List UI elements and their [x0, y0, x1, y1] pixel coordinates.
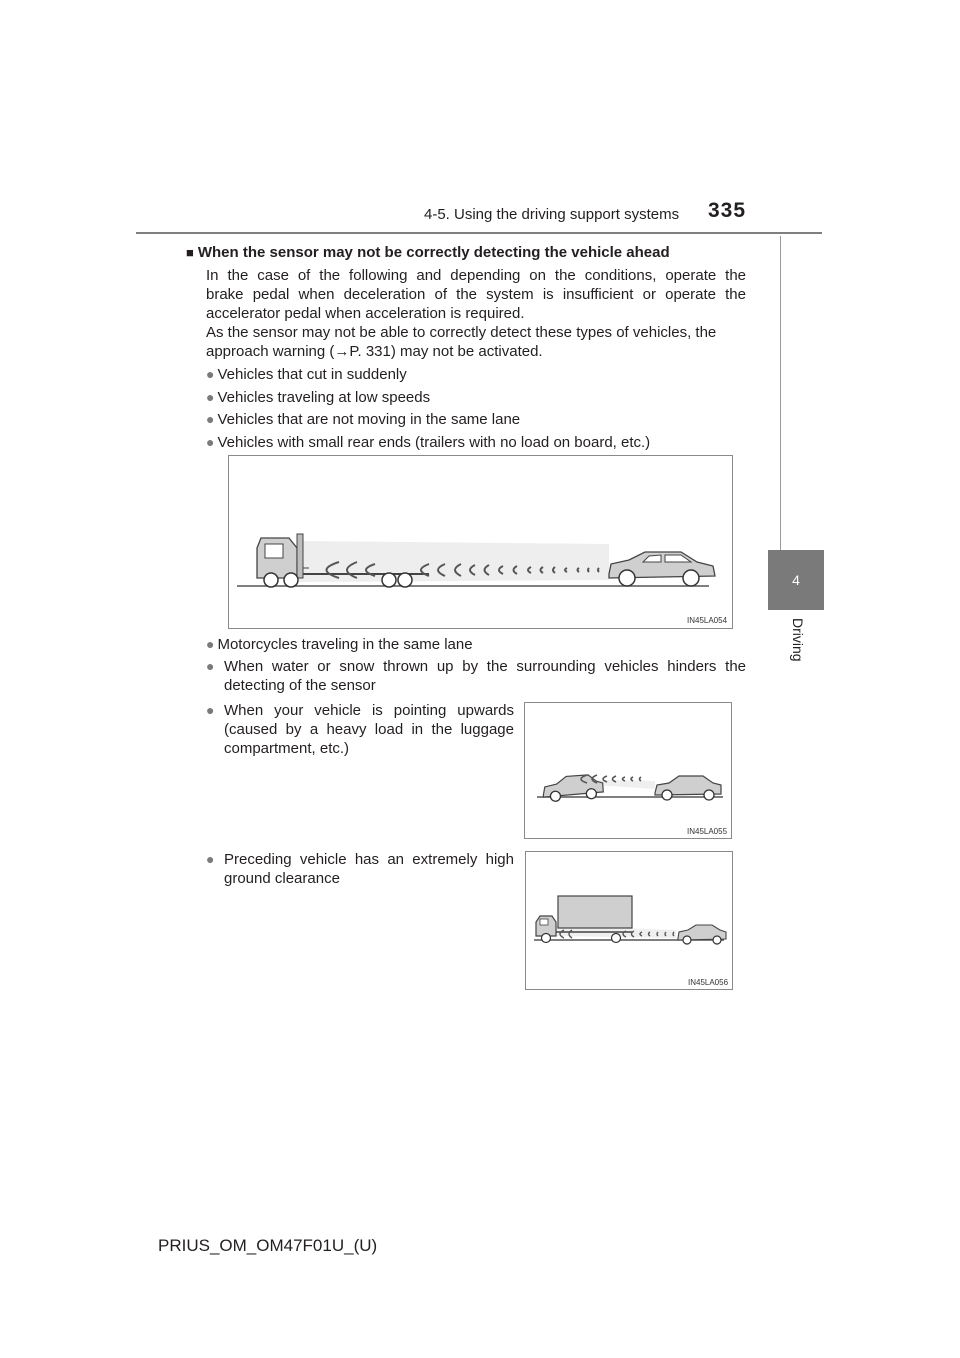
- list-item-text: When water or snow thrown up by the surrounding vehicles hinders the: [224, 658, 746, 675]
- square-bullet-icon: ■: [186, 245, 194, 260]
- section-heading: [186, 244, 670, 261]
- figure-high-clearance: [525, 851, 733, 990]
- list-item: [206, 635, 473, 654]
- list-item-text: Vehicles that cut in suddenly: [217, 366, 407, 383]
- page-number: 335: [708, 199, 747, 222]
- section-heading-text: When the sensor may not be correctly detecting the vehicle ahead: [197, 244, 670, 261]
- list-item-text: Vehicles that are not moving in the same lane: [217, 411, 521, 428]
- document-code: PRIUS_OM_OM47F01U_(U): [158, 1236, 378, 1255]
- figure-code: IN45LA056: [688, 978, 729, 987]
- list-item-text: (caused by a heavy load in the luggage: [224, 721, 514, 738]
- header-section-title: 4-5. Using the driving support systems: [424, 206, 680, 223]
- list-item-text: compartment, etc.): [224, 740, 350, 757]
- figure-pointing-upwards: [524, 702, 732, 839]
- high-clearance-illustration: [526, 852, 732, 989]
- paragraph-line: brake pedal when deceleration of the system is insufficient or operate the: [206, 286, 746, 303]
- list-item-text: Vehicles traveling at low speeds: [217, 389, 431, 406]
- figure-code: IN45LA054: [687, 616, 728, 625]
- list-item: [206, 850, 514, 888]
- figure-code: IN45LA055: [687, 827, 728, 836]
- list-item-text: ground clearance: [224, 870, 340, 887]
- list-item-text: Preceding vehicle has an extremely high: [224, 851, 514, 868]
- list-item: [206, 365, 407, 384]
- paragraph-text: approach warning (: [206, 343, 335, 360]
- bullet-dot-icon: ●: [206, 702, 215, 718]
- list-item: [206, 657, 746, 695]
- paragraph-line: In the case of the following and depending on the conditions, operate the: [206, 267, 746, 284]
- paragraph-line: [206, 342, 746, 361]
- pointing-upwards-illustration: [525, 703, 731, 838]
- list-item: [206, 388, 430, 407]
- header-rule: [136, 232, 822, 234]
- paragraph-line: accelerator pedal when acceleration is required.: [206, 305, 525, 322]
- bullet-dot-icon: ●: [206, 366, 215, 382]
- page-reference-link[interactable]: P. 331) may not be activated.: [349, 343, 543, 360]
- figure-trailer: [228, 455, 733, 629]
- bullet-dot-icon: ●: [206, 389, 215, 405]
- arrow-right-icon: →: [334, 343, 350, 360]
- list-item-text: Vehicles with small rear ends (trailers with no load on board, etc.): [217, 434, 651, 451]
- bullet-dot-icon: ●: [206, 411, 215, 427]
- chapter-label: Driving: [790, 618, 806, 662]
- trailer-illustration: [229, 456, 732, 628]
- bullet-dot-icon: ●: [206, 636, 215, 652]
- list-item-text: detecting of the sensor: [224, 677, 376, 694]
- bullet-dot-icon: ●: [206, 658, 215, 674]
- list-item: [206, 433, 650, 452]
- bullet-dot-icon: ●: [206, 434, 215, 450]
- side-tab-line: [780, 236, 781, 556]
- list-item-text: When your vehicle is pointing upwards: [224, 702, 514, 719]
- list-item-text: Motorcycles traveling in the same lane: [217, 636, 473, 653]
- bullet-dot-icon: ●: [206, 851, 215, 867]
- paragraph-line: As the sensor may not be able to correctly detect these types of vehicles, the: [206, 324, 717, 341]
- list-item: [206, 410, 520, 429]
- chapter-tab: 4: [768, 550, 824, 610]
- list-item: [206, 701, 514, 758]
